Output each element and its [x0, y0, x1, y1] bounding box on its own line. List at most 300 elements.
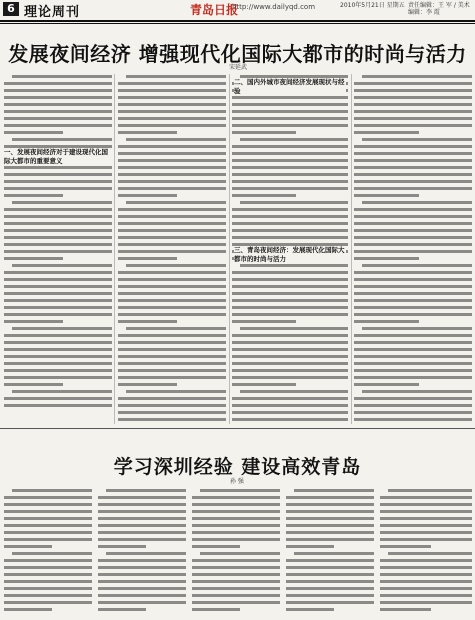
article1-subhead-2: 二、国内外城市夜间经济发展现状与经验 — [234, 78, 345, 95]
text-line — [354, 165, 472, 172]
text-line — [380, 488, 472, 495]
text-line — [4, 502, 92, 509]
text-line — [354, 389, 472, 396]
text-line — [232, 235, 348, 242]
text-line — [380, 516, 472, 523]
text-line — [118, 291, 226, 298]
text-line — [232, 410, 348, 417]
article2-body-text — [98, 488, 186, 618]
text-line — [4, 242, 112, 249]
text-line — [4, 558, 92, 565]
text-line — [4, 186, 112, 193]
text-line — [118, 347, 226, 354]
text-line — [4, 102, 112, 109]
text-line — [232, 193, 348, 200]
text-line — [286, 530, 374, 537]
text-line — [4, 228, 112, 235]
text-line — [286, 579, 374, 586]
text-line — [4, 593, 92, 600]
text-line — [380, 502, 472, 509]
website-url[interactable]: http://www.dailyqd.com — [232, 3, 316, 11]
text-line — [118, 410, 226, 417]
text-line — [4, 375, 112, 382]
text-line — [380, 572, 472, 579]
text-line — [118, 340, 226, 347]
text-line — [354, 179, 472, 186]
text-line — [232, 95, 348, 102]
text-line — [354, 249, 472, 256]
text-line — [118, 333, 226, 340]
article1-column-4 — [354, 74, 472, 424]
text-line — [192, 488, 280, 495]
text-line — [354, 396, 472, 403]
text-line — [118, 165, 226, 172]
text-line — [232, 123, 348, 130]
masthead — [0, 0, 475, 26]
text-line — [354, 340, 472, 347]
text-line — [4, 172, 112, 179]
text-line — [118, 326, 226, 333]
text-line — [354, 277, 472, 284]
text-line — [4, 263, 112, 270]
article1-byline: 宋延武 — [229, 64, 248, 71]
text-line — [118, 123, 226, 130]
text-line — [232, 270, 348, 277]
text-line — [192, 523, 280, 530]
text-line — [354, 368, 472, 375]
text-line — [232, 186, 348, 193]
text-line — [4, 579, 92, 586]
text-line — [4, 207, 112, 214]
text-line — [118, 284, 226, 291]
text-line — [118, 263, 226, 270]
text-line — [98, 607, 186, 614]
text-line — [354, 228, 472, 235]
text-line — [354, 305, 472, 312]
text-line — [118, 116, 226, 123]
text-line — [4, 396, 112, 403]
text-line — [192, 572, 280, 579]
text-line — [354, 291, 472, 298]
text-line — [4, 81, 112, 88]
text-line — [118, 270, 226, 277]
text-line — [232, 165, 348, 172]
article1-column-1 — [4, 74, 112, 424]
text-line — [98, 593, 186, 600]
text-line — [4, 572, 92, 579]
article2-byline: 孙 强 — [230, 478, 244, 485]
text-line — [118, 207, 226, 214]
text-line — [192, 509, 280, 516]
text-line — [232, 144, 348, 151]
text-line — [354, 158, 472, 165]
text-line — [354, 95, 472, 102]
text-line — [118, 375, 226, 382]
text-line — [286, 565, 374, 572]
text-line — [232, 263, 348, 270]
text-line — [4, 319, 112, 326]
article1-subhead-3: 三、青岛夜间经济：发展现代化国际大都市的时尚与活力 — [234, 246, 345, 263]
text-line — [354, 221, 472, 228]
text-line — [98, 572, 186, 579]
text-line — [4, 326, 112, 333]
text-line — [232, 298, 348, 305]
text-line — [286, 607, 374, 614]
text-line — [380, 593, 472, 600]
text-line — [354, 207, 472, 214]
text-line — [232, 305, 348, 312]
text-line — [354, 186, 472, 193]
text-line — [118, 81, 226, 88]
column-rule — [229, 74, 230, 424]
text-line — [192, 579, 280, 586]
text-line — [118, 256, 226, 263]
text-line — [118, 158, 226, 165]
article2-headline: 学习深圳经验 建设高效青岛 — [113, 456, 362, 478]
text-line — [354, 347, 472, 354]
text-line — [4, 249, 112, 256]
text-line — [118, 312, 226, 319]
text-line — [192, 593, 280, 600]
text-line — [232, 382, 348, 389]
text-line — [192, 586, 280, 593]
text-line — [354, 200, 472, 207]
text-line — [286, 537, 374, 544]
issue-date: 2010年5月21日 星期五 — [340, 2, 405, 9]
text-line — [118, 368, 226, 375]
text-line — [232, 228, 348, 235]
text-line — [4, 516, 92, 523]
article2-column-4 — [286, 488, 374, 618]
text-line — [354, 410, 472, 417]
text-line — [98, 495, 186, 502]
text-line — [98, 544, 186, 551]
article2-body-text — [286, 488, 374, 618]
text-line — [354, 144, 472, 151]
article2-column-2 — [98, 488, 186, 618]
text-line — [286, 509, 374, 516]
page-number: 6 — [3, 2, 19, 16]
article1-body-text — [4, 74, 112, 424]
text-line — [232, 403, 348, 410]
text-line — [4, 130, 112, 137]
text-line — [4, 270, 112, 277]
article1-body-text — [118, 74, 226, 424]
text-line — [354, 116, 472, 123]
text-line — [98, 586, 186, 593]
text-line — [232, 207, 348, 214]
text-line — [232, 221, 348, 228]
text-line — [118, 235, 226, 242]
text-line — [4, 509, 92, 516]
text-line — [118, 95, 226, 102]
text-line — [4, 305, 112, 312]
text-line — [380, 530, 472, 537]
text-line — [286, 586, 374, 593]
text-line — [4, 165, 112, 172]
text-line — [118, 403, 226, 410]
text-line — [380, 579, 472, 586]
text-line — [232, 172, 348, 179]
text-line — [98, 537, 186, 544]
text-line — [118, 200, 226, 207]
text-line — [118, 396, 226, 403]
text-line — [232, 116, 348, 123]
text-line — [232, 312, 348, 319]
text-line — [354, 403, 472, 410]
text-line — [286, 502, 374, 509]
text-line — [380, 537, 472, 544]
text-line — [118, 102, 226, 109]
text-line — [354, 361, 472, 368]
text-line — [4, 95, 112, 102]
text-line — [4, 544, 92, 551]
column-rule — [351, 74, 352, 424]
text-line — [118, 109, 226, 116]
text-line — [232, 389, 348, 396]
text-line — [118, 144, 226, 151]
text-line — [4, 333, 112, 340]
text-line — [354, 123, 472, 130]
text-line — [118, 249, 226, 256]
text-line — [4, 284, 112, 291]
text-line — [118, 179, 226, 186]
text-line — [118, 88, 226, 95]
text-line — [98, 565, 186, 572]
text-line — [286, 593, 374, 600]
text-line — [4, 298, 112, 305]
text-line — [118, 361, 226, 368]
text-line — [98, 579, 186, 586]
text-line — [118, 186, 226, 193]
article1-subhead-1: 一、发展夜间经济对于建设现代化国际大都市的重要意义 — [4, 148, 112, 166]
text-line — [98, 551, 186, 558]
text-line — [232, 326, 348, 333]
text-line — [98, 558, 186, 565]
article2-column-5 — [380, 488, 472, 618]
text-line — [232, 340, 348, 347]
text-line — [380, 544, 472, 551]
text-line — [98, 530, 186, 537]
masthead-rule — [0, 20, 475, 22]
text-line — [354, 151, 472, 158]
text-line — [354, 214, 472, 221]
text-line — [232, 158, 348, 165]
text-line — [192, 544, 280, 551]
text-line — [380, 551, 472, 558]
text-line — [232, 151, 348, 158]
text-line — [4, 74, 112, 81]
text-line — [4, 607, 92, 614]
text-line — [98, 509, 186, 516]
text-line — [354, 109, 472, 116]
text-line — [118, 389, 226, 396]
text-line — [4, 586, 92, 593]
text-line — [354, 193, 472, 200]
text-line — [98, 516, 186, 523]
text-line — [4, 88, 112, 95]
text-line — [4, 530, 92, 537]
text-line — [98, 600, 186, 607]
text-line — [354, 172, 472, 179]
text-line — [192, 565, 280, 572]
article2-body-text — [380, 488, 472, 618]
text-line — [118, 151, 226, 158]
text-line — [4, 403, 112, 410]
text-line — [4, 235, 112, 242]
text-line — [118, 305, 226, 312]
text-line — [192, 516, 280, 523]
text-line — [192, 530, 280, 537]
text-line — [286, 600, 374, 607]
text-line — [354, 81, 472, 88]
text-line — [118, 74, 226, 81]
text-line — [354, 319, 472, 326]
text-line — [354, 382, 472, 389]
text-line — [4, 214, 112, 221]
text-line — [380, 600, 472, 607]
text-line — [232, 368, 348, 375]
text-line — [354, 263, 472, 270]
text-line — [232, 102, 348, 109]
text-line — [118, 214, 226, 221]
text-line — [380, 586, 472, 593]
text-line — [4, 347, 112, 354]
text-line — [354, 74, 472, 81]
text-line — [118, 354, 226, 361]
text-line — [380, 509, 472, 516]
text-line — [354, 235, 472, 242]
text-line — [118, 130, 226, 137]
text-line — [232, 417, 348, 424]
text-line — [354, 242, 472, 249]
text-line — [354, 284, 472, 291]
section-title: 理论周刊 — [24, 5, 81, 20]
text-line — [286, 523, 374, 530]
text-line — [380, 558, 472, 565]
text-line — [98, 502, 186, 509]
text-line — [354, 256, 472, 263]
text-line — [118, 382, 226, 389]
masthead-rule-thin — [0, 23, 475, 24]
text-line — [118, 417, 226, 424]
column-rule — [114, 74, 115, 424]
text-line — [4, 221, 112, 228]
text-line — [354, 326, 472, 333]
text-line — [192, 537, 280, 544]
text-line — [380, 523, 472, 530]
text-line — [192, 551, 280, 558]
text-line — [354, 130, 472, 137]
text-line — [118, 172, 226, 179]
text-line — [4, 193, 112, 200]
text-line — [232, 179, 348, 186]
text-line — [286, 544, 374, 551]
text-line — [192, 600, 280, 607]
text-line — [4, 179, 112, 186]
text-line — [98, 523, 186, 530]
text-line — [354, 88, 472, 95]
text-line — [232, 396, 348, 403]
text-line — [354, 375, 472, 382]
text-line — [4, 565, 92, 572]
text-line — [286, 488, 374, 495]
text-line — [232, 137, 348, 144]
text-line — [118, 242, 226, 249]
text-line — [118, 221, 226, 228]
text-line — [4, 312, 112, 319]
article-divider — [0, 428, 475, 429]
text-line — [232, 361, 348, 368]
text-line — [192, 558, 280, 565]
text-line — [4, 340, 112, 347]
text-line — [232, 354, 348, 361]
text-line — [4, 361, 112, 368]
text-line — [232, 347, 348, 354]
text-line — [232, 109, 348, 116]
text-line — [354, 354, 472, 361]
text-line — [4, 123, 112, 130]
article1-body-text — [354, 74, 472, 424]
text-line — [354, 102, 472, 109]
text-line — [118, 277, 226, 284]
text-line — [4, 488, 92, 495]
text-line — [286, 551, 374, 558]
text-line — [4, 537, 92, 544]
text-line — [380, 565, 472, 572]
text-line — [4, 291, 112, 298]
text-line — [232, 375, 348, 382]
article1-headline: 发展夜间经济 增强现代化国际大都市的时尚与活力 — [8, 42, 467, 66]
text-line — [4, 551, 92, 558]
text-line — [4, 523, 92, 530]
text-line — [380, 495, 472, 502]
text-line — [286, 495, 374, 502]
editor-credits: 责任编辑：王 军 / 美术编辑：李 霞 — [408, 2, 470, 16]
text-line — [4, 200, 112, 207]
text-line — [4, 354, 112, 361]
text-line — [354, 417, 472, 424]
article2-column-1 — [4, 488, 92, 618]
text-line — [232, 333, 348, 340]
text-line — [354, 312, 472, 319]
text-line — [354, 137, 472, 144]
text-line — [192, 607, 280, 614]
text-line — [232, 200, 348, 207]
text-line — [354, 270, 472, 277]
text-line — [286, 558, 374, 565]
text-line — [232, 291, 348, 298]
text-line — [4, 256, 112, 263]
text-line — [380, 607, 472, 614]
article2-body-text — [192, 488, 280, 618]
text-line — [232, 284, 348, 291]
text-line — [4, 368, 112, 375]
text-line — [4, 137, 112, 144]
text-line — [4, 109, 112, 116]
text-line — [354, 333, 472, 340]
text-line — [4, 495, 92, 502]
text-line — [286, 572, 374, 579]
text-line — [232, 319, 348, 326]
text-line — [232, 214, 348, 221]
text-line — [4, 382, 112, 389]
text-line — [118, 228, 226, 235]
text-line — [4, 600, 92, 607]
text-line — [192, 502, 280, 509]
text-line — [4, 277, 112, 284]
text-line — [354, 298, 472, 305]
